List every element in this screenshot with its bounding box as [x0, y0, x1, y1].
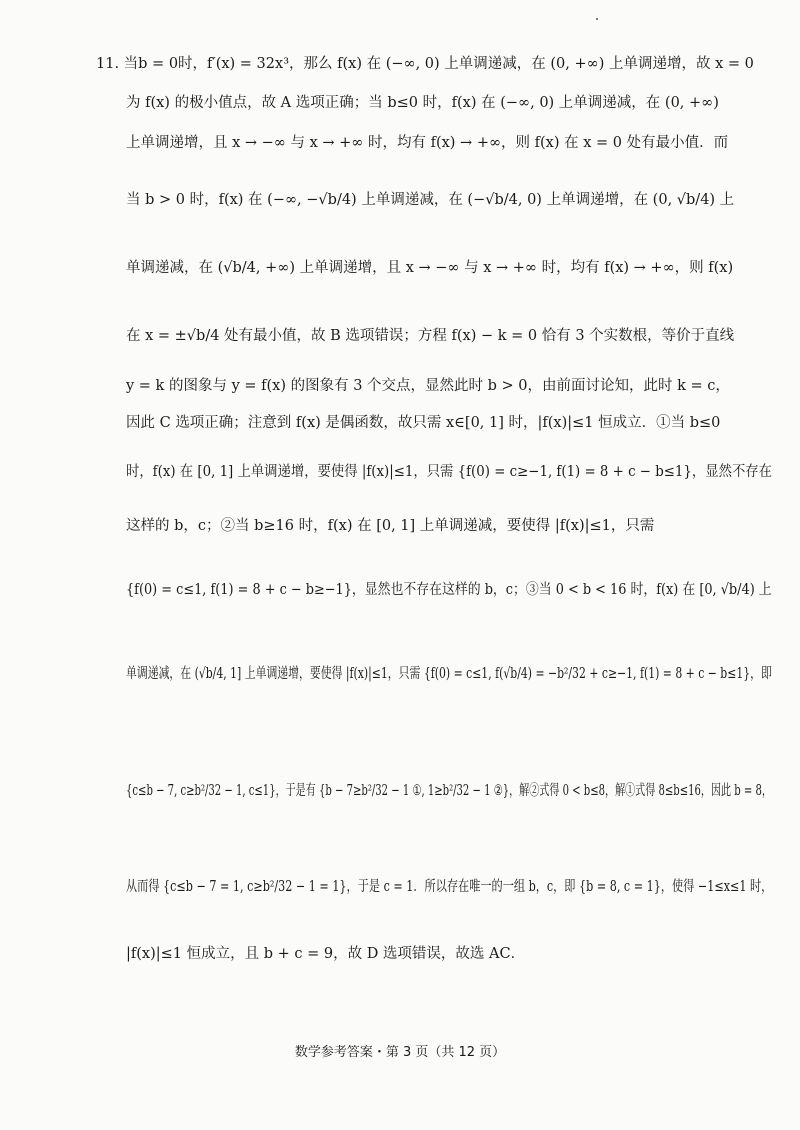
scan-speck [596, 18, 598, 20]
answer-page: 11. 当b = 0时，f′(x) = 32x³，那么 f(x) 在 (−∞, 0) 上单调递减，在 (0, +∞) 上单调递增，故 x = 0 为 f(x) 的极小值点，故 A 选项正确；当 b≤0 时，f(x) 在 (−∞, 0) 上单调递减，在 (0, +∞) 上单调递增，且 x → −∞ 与 x → +∞ 时，均有 f(x) → +∞，则 f(x) 在 x = 0 处有最小值．而 当 b > 0 时，f(x) 在 (−∞, −√b/4) 上单调递减，在 (−√b/4, 0) 上单调递增，在 (0, √b/4) 上 单调递减，在 (√b/4, +∞) 上单调递增，且 x → −∞ 与 x → +∞ 时，均有 f(x) → +∞，则 f(x) 在 x = ±√b/4 处有最小值，故 B 选项错误；方程 f(x) − k = 0 恰有 3 个实数根，等价于直线 y = k 的图象与 y = f(x) 的图象有 3 个交点，显然此时 b > 0，由前面讨论知，此时 k = c， 因此 C 选项正确；注意到 f(x) 是偶函数，故只需 x∈[0, 1] 时，|f(x)|≤1 恒成立．①当 b≤0 时，f(x) 在 [0, 1] 上单调递增，要使得 |f(x)|≤1，只需 {f(0) = c≥−1, f(1) = 8 + c − b≤1}，显然不存在 这样的 b，c；②当 b≥16 时，f(x) 在 [0, 1] 上单调递减，要使得 |f(x)|≤1，只需 {f(0) = c≤1, f(1) = 8 + c − b≥−1}，显然也不存在这样的 b，c；③当 0 < b < 16 时，f(x) 在 [0, √b/4) 上 单调递减，在 (√b/4, 1] 上单调递增，要使得 |f(x)|≤1，只需 {f(0) = c≤1, f(√b/4) = −b²/32 + c≥−1, f(1) = 8 + c − b≤1}，即 {c≤b − 7, c≥b²/32 − 1, c≤1}，于是有 {b − 7≥b²/32 − 1 ①, 1≥b²/32 − 1 ②}，解②式得 0 < b≤8，解①式得 8≤b≤16，因此 b = 8， 从而得 {c≤b − 7 = 1, c≥b²/32 − 1 = 1}，于是 c = 1．所以存在唯一的一组 b，c，即 {b = 8, c = 1}，使得 −1≤x≤1 时， |f(x)|≤1 恒成立，且 b + c = 9，故 D 选项错误，故选 AC． 数学参考答案・第 3 页（共 12 页） [0, 0, 800, 1130]
page-footer: 数学参考答案・第 3 页（共 12 页） [294, 1045, 506, 1060]
